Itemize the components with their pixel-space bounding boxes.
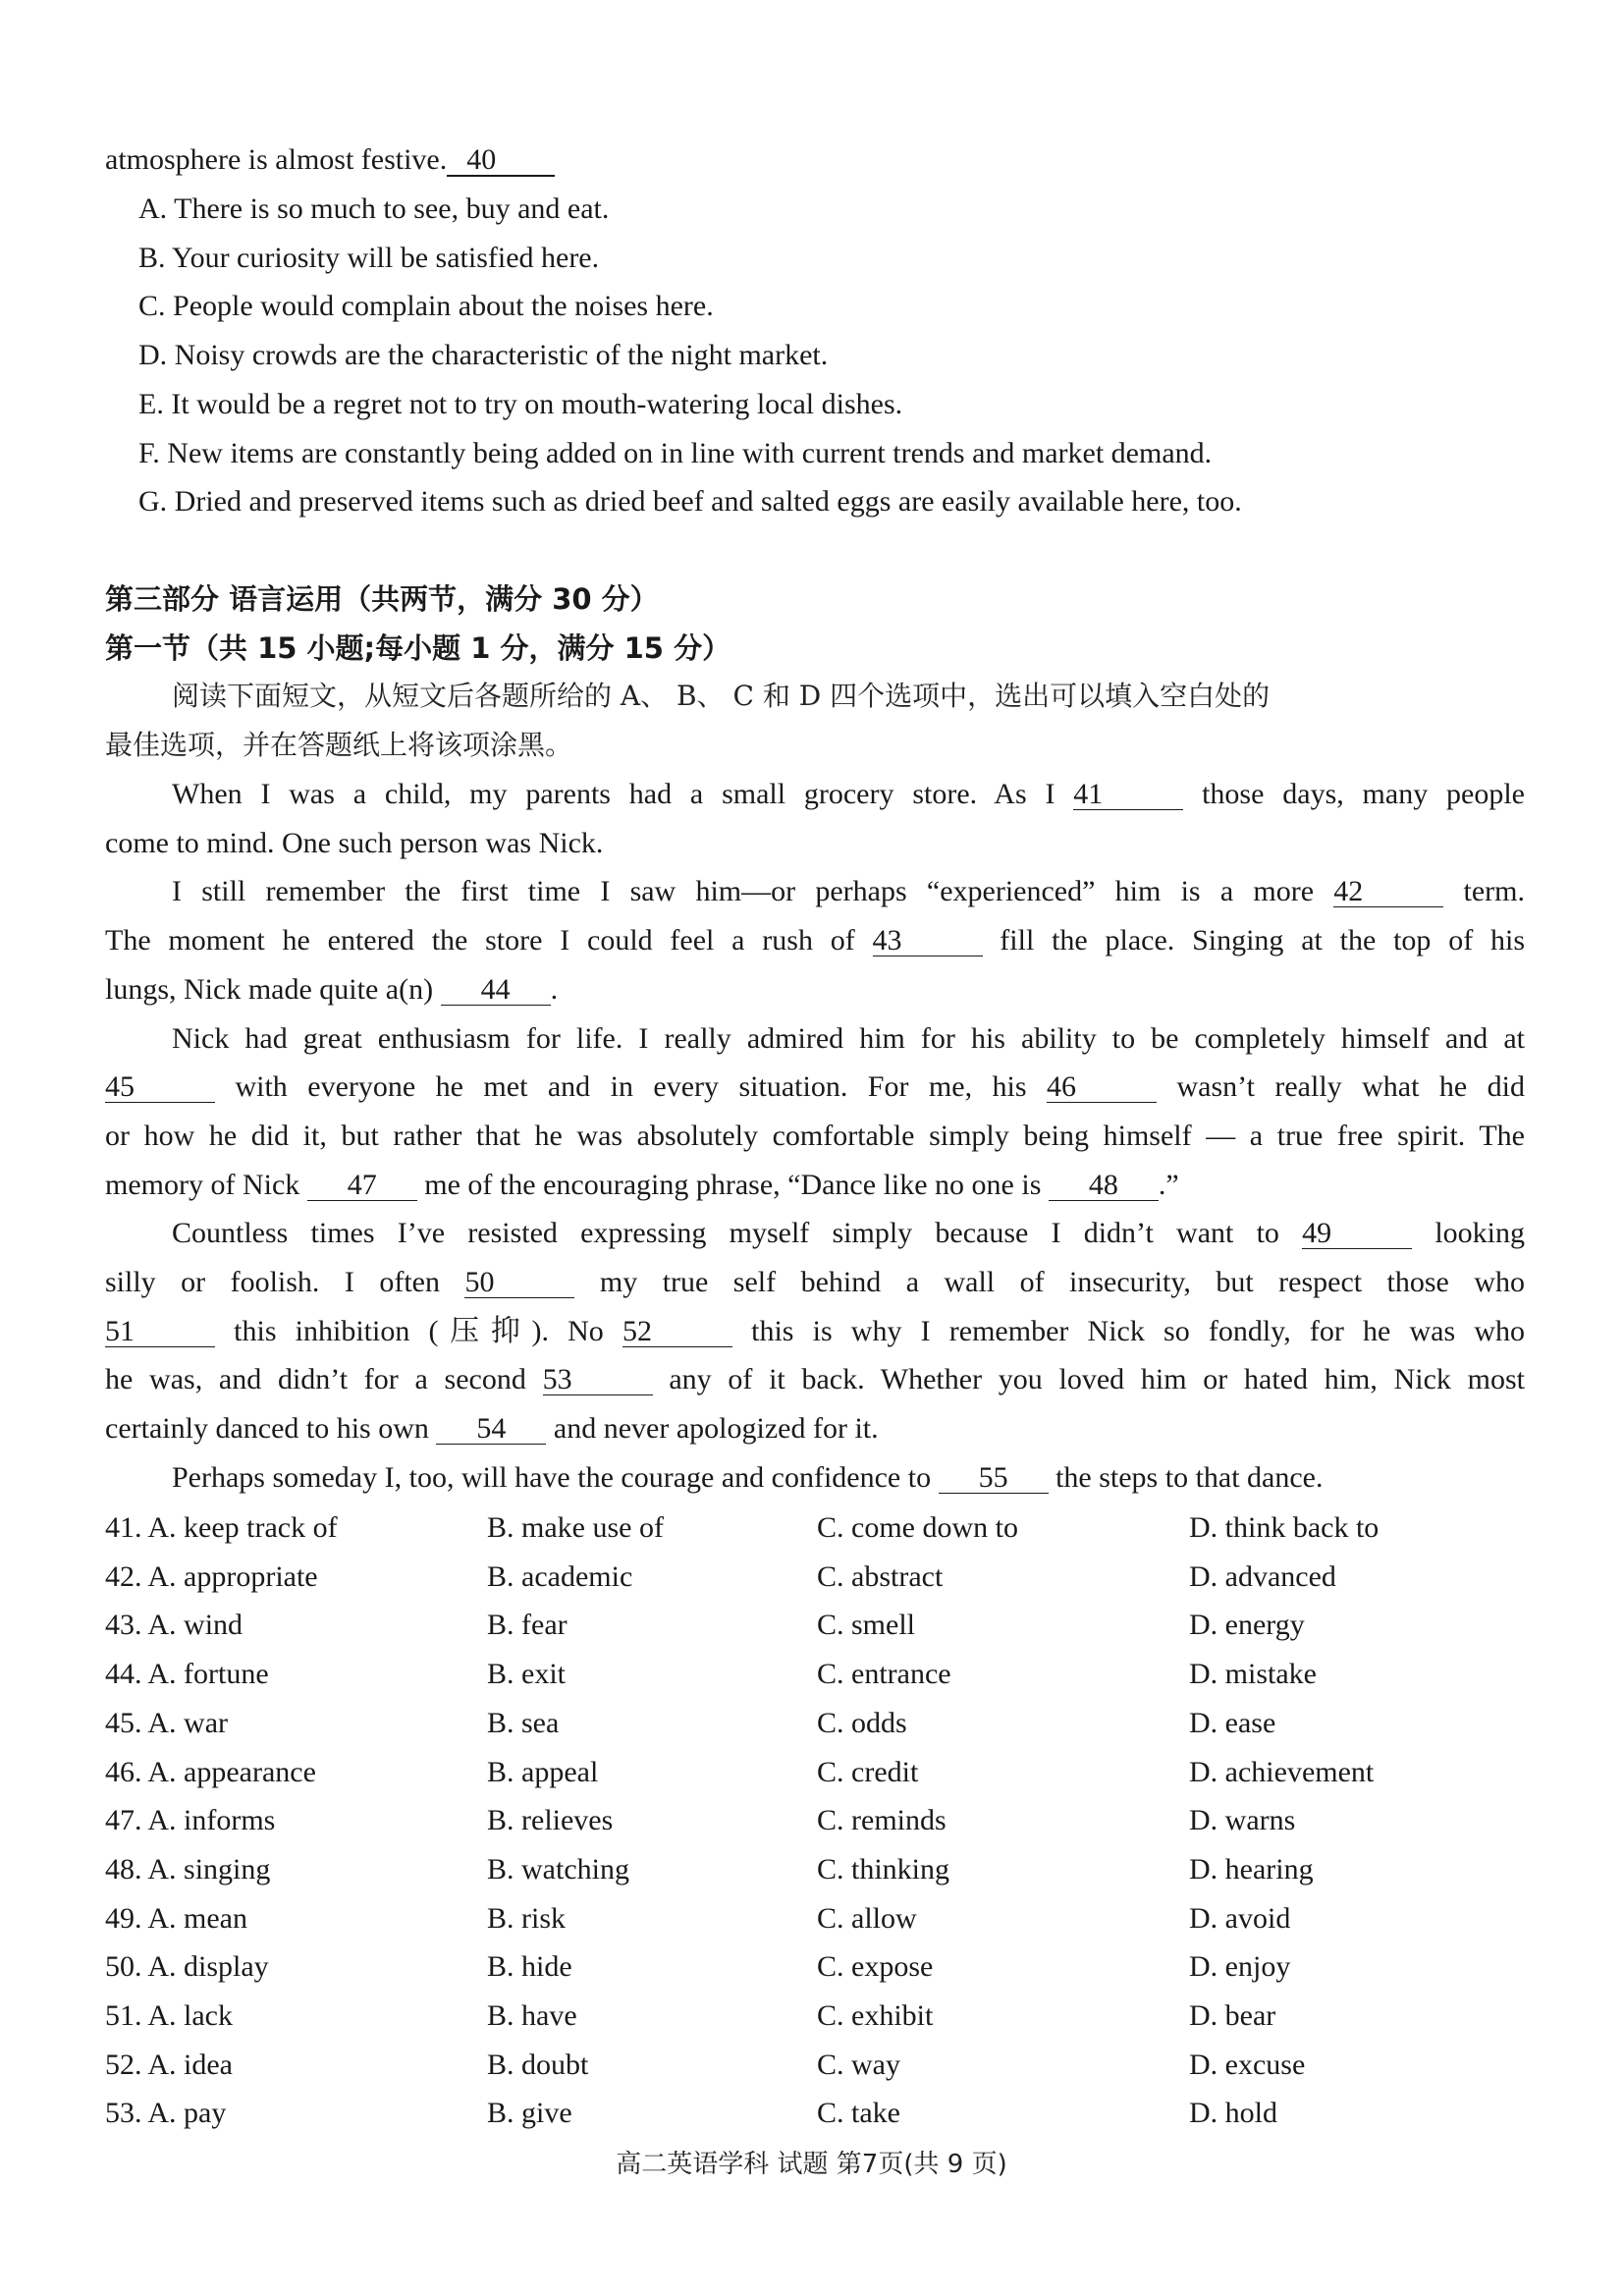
- choice-c: C. credit: [817, 1755, 919, 1788]
- choice-d: D. bear: [1189, 1999, 1276, 2032]
- passage-line: [105, 1019, 1525, 1059]
- choice-a-text: A. display: [147, 1950, 269, 1984]
- option-letter: B.: [138, 241, 166, 274]
- choice-a: [105, 1753, 316, 1792]
- passage-text: the steps to that dance.: [1048, 1460, 1324, 1494]
- choice-a: [105, 1558, 318, 1597]
- passage-line: [105, 1263, 1525, 1302]
- passage-text: lungs, Nick made quite a(n): [105, 972, 441, 1006]
- choice-a-text: A. pay: [147, 2097, 227, 2130]
- question-row-46: [0, 1753, 1623, 1792]
- choice-d: D. hearing: [1189, 1852, 1314, 1886]
- choice-c: C. reminds: [817, 1804, 947, 1837]
- passage-text: When I was a child, my parents had a small grocery store. As I: [172, 778, 1074, 810]
- cloze-blank-45: 45: [105, 1072, 215, 1103]
- option-letter: D.: [138, 339, 168, 372]
- page-footer: 高二英语学科 试题 第7页(共 9 页): [616, 2150, 1007, 2179]
- passage-text: certainly danced to his own: [105, 1412, 437, 1446]
- choice-c: C. thinking: [817, 1852, 950, 1886]
- choice-b: B. academic: [487, 1559, 633, 1593]
- passage-text: any of it back. Whether you loved him or hated him, Nick most: [652, 1363, 1525, 1396]
- seven-choice-option: [138, 434, 1212, 473]
- choice-b: B. sea: [487, 1706, 560, 1739]
- choice-a-text: A. singing: [147, 1852, 271, 1886]
- choice-a-text: A. war: [147, 1706, 228, 1739]
- option-letter: E.: [138, 387, 164, 420]
- choice-c: C. take: [817, 2097, 900, 2130]
- choice-a-text: A. fortune: [147, 1658, 269, 1691]
- option-letter: F.: [138, 436, 160, 469]
- passage-line: [105, 1067, 1525, 1107]
- choice-a: [105, 1508, 338, 1548]
- choice-a-text: A. appropriate: [147, 1559, 318, 1593]
- choice-c: C. entrance: [817, 1658, 951, 1691]
- option-text: New items are constantly being added on in line with current trends and market demand.: [167, 436, 1213, 469]
- passage-line: [105, 1312, 1525, 1351]
- option-text: People would complain about the noises here.: [173, 290, 714, 323]
- question-number: 42.: [105, 1559, 142, 1593]
- choice-d: D. warns: [1189, 1804, 1296, 1837]
- part3-title: 第三部分 语言运用（共两节，满分 30 分）: [105, 582, 659, 616]
- blank-40: 40: [447, 145, 555, 177]
- choice-a-text: A. wind: [147, 1609, 243, 1642]
- option-text: Noisy crowds are the characteristic of the night market.: [174, 339, 829, 372]
- choice-a: [105, 1801, 275, 1840]
- choice-b: B. doubt: [487, 2048, 589, 2081]
- passage-text: those days, many people: [1183, 778, 1525, 810]
- choice-c: C. come down to: [817, 1511, 1018, 1544]
- passage-text: The moment he entered the store I could feel a rush of: [105, 924, 873, 957]
- passage-line: [105, 970, 1525, 1010]
- question-row-52: [0, 2046, 1623, 2085]
- cloze-blank-42: 42: [1333, 877, 1443, 907]
- option-letter: A.: [138, 192, 168, 225]
- cloze-blank-49: 49: [1302, 1219, 1412, 1249]
- cloze-blank-44: 44: [441, 975, 551, 1006]
- choice-a: [105, 1704, 228, 1743]
- choice-a: [105, 1899, 247, 1939]
- seven-choice-option: [138, 239, 599, 278]
- choice-c: C. allow: [817, 1901, 917, 1935]
- question-row-44: [0, 1655, 1623, 1694]
- choice-a-text: A. keep track of: [147, 1511, 338, 1544]
- passage-line: [105, 1458, 1525, 1498]
- reading-last-line-text: atmosphere is almost festive.: [105, 143, 448, 176]
- question-row-43: [0, 1606, 1623, 1645]
- choice-c: C. way: [817, 2048, 900, 2081]
- passage-text: this inhibition (压抑). No: [215, 1314, 622, 1347]
- passage-text: Nick had great enthusiasm for life. I really admired him for his ability to be completely himself and at: [172, 1021, 1525, 1055]
- question-row-48: [0, 1850, 1623, 1889]
- passage-line: [105, 921, 1525, 960]
- question-row-47: [0, 1801, 1623, 1840]
- choice-b: B. give: [487, 2097, 572, 2130]
- cloze-blank-50: 50: [464, 1268, 574, 1298]
- reading-last-line: [105, 140, 555, 180]
- choice-a-text: A. idea: [147, 2048, 233, 2081]
- instructions-line-1: 阅读下面短文，从短文后各题所给的 A、 B、 C 和 D 四个选项中，选出可以填入空白处的: [172, 680, 1271, 712]
- cloze-blank-48: 48: [1049, 1171, 1159, 1201]
- option-text: Dried and preserved items such as dried beef and salted eggs are easily available here, too.: [174, 485, 1242, 519]
- passage-text: wasn’t really what he did: [1157, 1070, 1525, 1104]
- choice-d: D. energy: [1189, 1609, 1305, 1642]
- choice-a-text: A. informs: [147, 1804, 276, 1837]
- cloze-blank-52: 52: [622, 1317, 732, 1347]
- cloze-blank-53: 53: [543, 1365, 653, 1395]
- choice-d: D. enjoy: [1189, 1950, 1291, 1984]
- question-number: 53.: [105, 2097, 142, 2130]
- instructions-line-2: 最佳选项，并在答题纸上将该项涂黑。: [105, 729, 573, 761]
- question-number: 51.: [105, 1999, 142, 2032]
- passage-text: Countless times I’ve resisted expressing myself simply because I didn’t want to: [172, 1217, 1303, 1250]
- choice-b: B. exit: [487, 1658, 566, 1691]
- choice-d: D. hold: [1189, 2097, 1277, 2130]
- seven-choice-option: [138, 336, 828, 375]
- choice-a: [105, 2046, 233, 2085]
- choice-b: B. have: [487, 1999, 577, 2032]
- passage-text: looking: [1412, 1217, 1525, 1250]
- question-number: 50.: [105, 1950, 142, 1984]
- seven-choice-option: [138, 190, 609, 229]
- question-row-42: [0, 1558, 1623, 1597]
- choice-b: B. risk: [487, 1901, 567, 1935]
- cloze-blank-54: 54: [436, 1414, 546, 1445]
- choice-c: C. smell: [817, 1609, 916, 1642]
- choice-c: C. exhibit: [817, 1999, 934, 2032]
- seven-choice-option: [138, 385, 902, 424]
- question-row-45: [0, 1704, 1623, 1743]
- question-number: 48.: [105, 1852, 142, 1886]
- passage-line: [105, 1117, 1525, 1156]
- choice-b: B. appeal: [487, 1755, 599, 1788]
- choice-a: [105, 2094, 226, 2133]
- choice-a: [105, 1850, 270, 1889]
- choice-b: B. relieves: [487, 1804, 614, 1837]
- passage-text: silly or foolish. I often: [105, 1266, 465, 1298]
- choice-a: [105, 1947, 269, 1987]
- choice-d: D. ease: [1189, 1706, 1276, 1739]
- choice-c: C. expose: [817, 1950, 934, 1984]
- passage-text: and never apologized for it.: [546, 1412, 879, 1446]
- passage-text: .”: [1158, 1168, 1179, 1201]
- cloze-blank-51: 51: [105, 1317, 215, 1347]
- option-letter: C.: [138, 290, 166, 323]
- passage-line: [105, 1214, 1525, 1253]
- choice-c: C. abstract: [817, 1559, 944, 1593]
- passage-text: come to mind. One such person was Nick.: [105, 826, 604, 859]
- choice-b: B. hide: [487, 1950, 572, 1984]
- option-text: Your curiosity will be satisfied here.: [171, 241, 600, 274]
- question-number: 52.: [105, 2048, 142, 2081]
- choice-b: B. make use of: [487, 1511, 664, 1544]
- passage-text: term.: [1443, 875, 1525, 908]
- option-text: It would be a regret not to try on mouth-watering local dishes.: [171, 387, 903, 420]
- question-number: 49.: [105, 1901, 142, 1935]
- choice-a: [105, 1996, 233, 2036]
- passage-text: this is why I remember Nick so fondly, for he was who: [731, 1314, 1525, 1347]
- question-row-49: [0, 1899, 1623, 1939]
- cloze-blank-41: 41: [1073, 780, 1183, 810]
- choice-d: D. achievement: [1189, 1755, 1375, 1788]
- question-row-41: [0, 1508, 1623, 1548]
- question-row-51: [0, 1996, 1623, 2036]
- choice-b: B. fear: [487, 1609, 568, 1642]
- passage-text: fill the place. Singing at the top of his: [982, 924, 1525, 957]
- cloze-blank-55: 55: [939, 1463, 1049, 1494]
- passage-text: Perhaps someday I, too, will have the courage and confidence to: [172, 1460, 939, 1494]
- cloze-blank-46: 46: [1047, 1072, 1157, 1103]
- choice-d: D. mistake: [1189, 1658, 1317, 1691]
- choice-a: [105, 1606, 243, 1645]
- choice-c: C. odds: [817, 1706, 907, 1739]
- choice-a-text: A. appearance: [147, 1755, 316, 1788]
- question-row-50: [0, 1947, 1623, 1987]
- choice-d: D. think back to: [1189, 1511, 1380, 1544]
- passage-line: [105, 1409, 1525, 1449]
- choice-b: B. watching: [487, 1852, 629, 1886]
- passage-line: [105, 1360, 1525, 1399]
- option-letter: G.: [138, 485, 168, 519]
- seven-choice-option: [138, 287, 714, 326]
- passage-text: my true self behind a wall of insecurity, but respect those who: [574, 1266, 1525, 1298]
- passage-text: he was, and didn’t for a second: [105, 1363, 543, 1396]
- passage-text: I still remember the first time I saw him—or perhaps “experienced” him is a more: [172, 875, 1334, 908]
- choice-d: D. avoid: [1189, 1901, 1291, 1935]
- cloze-blank-47: 47: [307, 1171, 417, 1201]
- question-number: 41.: [105, 1511, 142, 1544]
- question-number: 46.: [105, 1755, 142, 1788]
- cloze-blank-43: 43: [873, 926, 983, 957]
- passage-text: memory of Nick: [105, 1168, 307, 1201]
- passage-text: with everyone he met and in every situation. For me, his: [215, 1070, 1048, 1104]
- question-row-53: [0, 2094, 1623, 2133]
- question-number: 44.: [105, 1658, 142, 1691]
- choice-d: D. advanced: [1189, 1559, 1336, 1593]
- passage-line: [105, 1166, 1525, 1205]
- question-number: 43.: [105, 1609, 142, 1642]
- option-text: There is so much to see, buy and eat.: [174, 192, 610, 225]
- section1-title: 第一节（共 15 小题;每小题 1 分，满分 15 分）: [105, 631, 731, 665]
- question-number: 47.: [105, 1804, 142, 1837]
- passage-line: [105, 872, 1525, 911]
- choice-a-text: A. mean: [147, 1901, 247, 1935]
- seven-choice-option: [138, 482, 1242, 521]
- passage-text: or how he did it, but rather that he was absolutely comfortable simply being himself — a true free spirit. The: [105, 1119, 1525, 1152]
- choice-a-text: A. lack: [147, 1999, 233, 2032]
- question-number: 45.: [105, 1706, 142, 1739]
- passage-line: [105, 775, 1525, 814]
- passage-text: .: [550, 972, 559, 1006]
- choice-a: [105, 1655, 269, 1694]
- passage-text: me of the encouraging phrase, “Dance like no one is: [416, 1168, 1049, 1201]
- choice-d: D. excuse: [1189, 2048, 1306, 2081]
- passage-line: [105, 824, 1525, 863]
